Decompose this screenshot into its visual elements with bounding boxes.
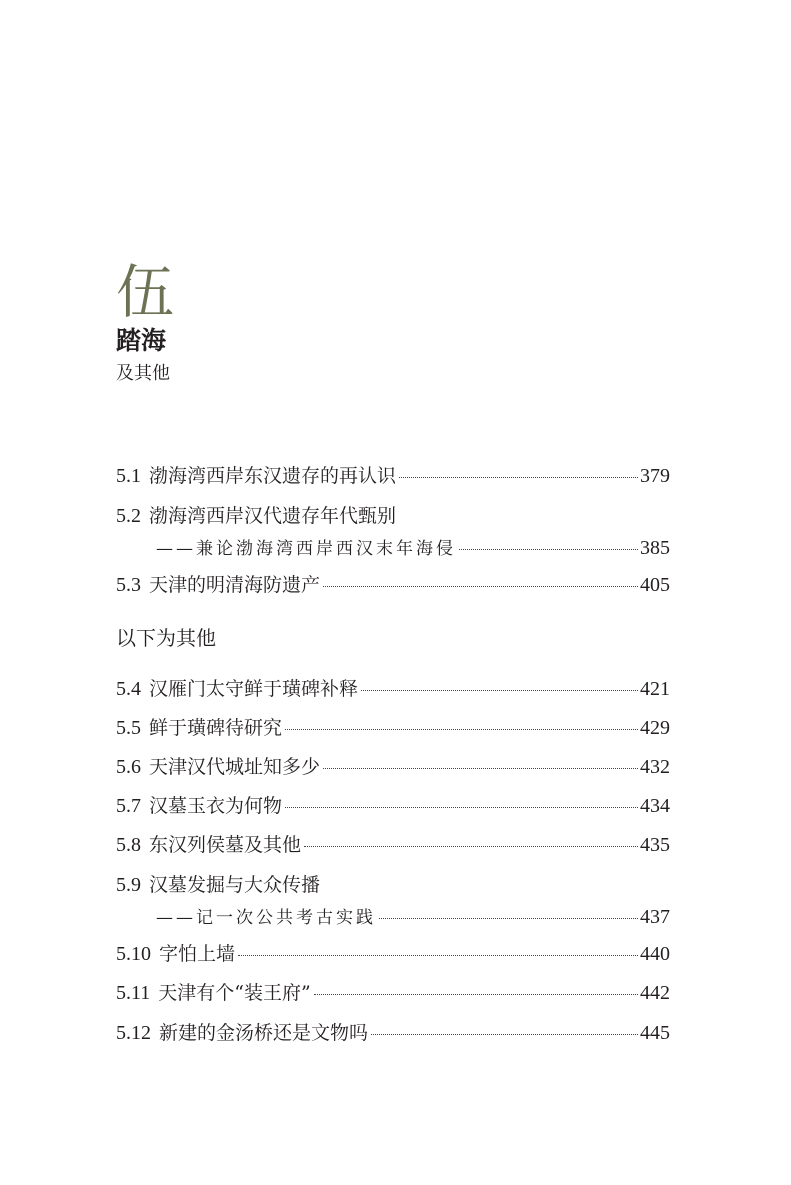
entry-title: 新建的金汤桥还是文物吗 (159, 1022, 369, 1044)
toc-entry-5-4[interactable] (116, 676, 670, 702)
toc-entry-5-10[interactable] (116, 941, 670, 967)
entry-title: 渤海湾西岸东汉遗存的再认识 (149, 465, 397, 487)
page-number: 429 (640, 717, 670, 739)
toc-entry-5-3[interactable] (116, 572, 670, 598)
dot-leader (285, 729, 638, 730)
entry-title: 渤海湾西岸汉代遗存年代甄别 (149, 505, 397, 527)
entry-title: 天津的明清海防遗产 (149, 574, 321, 596)
page-number: 445 (640, 1022, 670, 1044)
dot-leader (399, 477, 638, 478)
page-number: 379 (640, 465, 670, 487)
entry-number: 5.12 (116, 1022, 151, 1044)
entry-subtitle: ——记一次公共考古实践 (156, 908, 376, 928)
page-number: 435 (640, 834, 670, 856)
entry-title: 天津有个“装王府” (158, 982, 311, 1004)
entry-number: 5.4 (116, 678, 141, 700)
entry-number: 5.7 (116, 795, 141, 817)
dot-leader (379, 918, 638, 919)
dot-leader (361, 690, 638, 691)
page-number: 421 (640, 678, 670, 700)
entry-title: 天津汉代城址知多少 (149, 756, 321, 778)
entry-title: 字怕上墙 (159, 943, 236, 965)
page-number: 442 (640, 982, 670, 1004)
dot-leader (285, 807, 638, 808)
toc-entry-5-7[interactable] (116, 793, 670, 819)
entry-number: 5.5 (116, 717, 141, 739)
entry-title: 汉雁门太守鲜于璜碑补释 (149, 678, 359, 700)
part-header (116, 258, 173, 386)
entry-number: 5.1 (116, 465, 141, 487)
page-number: 434 (640, 795, 670, 817)
dot-leader (459, 549, 638, 550)
part-subtitle: 及其他 (116, 363, 170, 384)
part-numeral: 伍 (116, 258, 173, 326)
toc-entry-5-12[interactable] (116, 1020, 670, 1046)
entry-title: 汉墓玉衣为何物 (149, 795, 283, 817)
entry-number: 5.2 (116, 505, 141, 527)
dot-leader (371, 1034, 638, 1035)
page-number: 432 (640, 756, 670, 778)
entry-number: 5.11 (116, 982, 151, 1004)
toc-entry-5-2[interactable] (116, 503, 670, 562)
toc-entry-5-5[interactable] (116, 715, 670, 741)
dot-leader (323, 586, 638, 587)
dot-leader (304, 846, 638, 847)
toc-entry-5-1[interactable] (116, 463, 670, 489)
entry-title: 鲜于璜碑待研究 (149, 717, 283, 739)
toc-entry-5-11[interactable] (116, 980, 670, 1006)
entry-number: 5.9 (116, 874, 141, 896)
entry-title: 东汉列侯墓及其他 (149, 834, 302, 856)
entry-number: 5.6 (116, 756, 141, 778)
entry-number: 5.8 (116, 834, 141, 856)
page-number: 385 (640, 537, 670, 559)
page-number: 405 (640, 574, 670, 596)
page-number: 440 (640, 943, 670, 965)
section-label: 以下为其他 (116, 626, 216, 650)
page-number: 437 (640, 906, 670, 928)
toc-entry-5-8[interactable] (116, 832, 670, 858)
entry-number: 5.3 (116, 574, 141, 596)
toc-entry-5-6[interactable] (116, 754, 670, 780)
part-title: 踏海 (116, 326, 167, 355)
dot-leader (323, 768, 638, 769)
dot-leader (238, 955, 638, 956)
entry-title: 汉墓发掘与大众传播 (149, 874, 321, 896)
entry-subtitle: ——兼论渤海湾西岸西汉末年海侵 (156, 539, 456, 559)
toc-entry-5-9[interactable] (116, 872, 670, 931)
dot-leader (314, 994, 638, 995)
entry-number: 5.10 (116, 943, 151, 965)
